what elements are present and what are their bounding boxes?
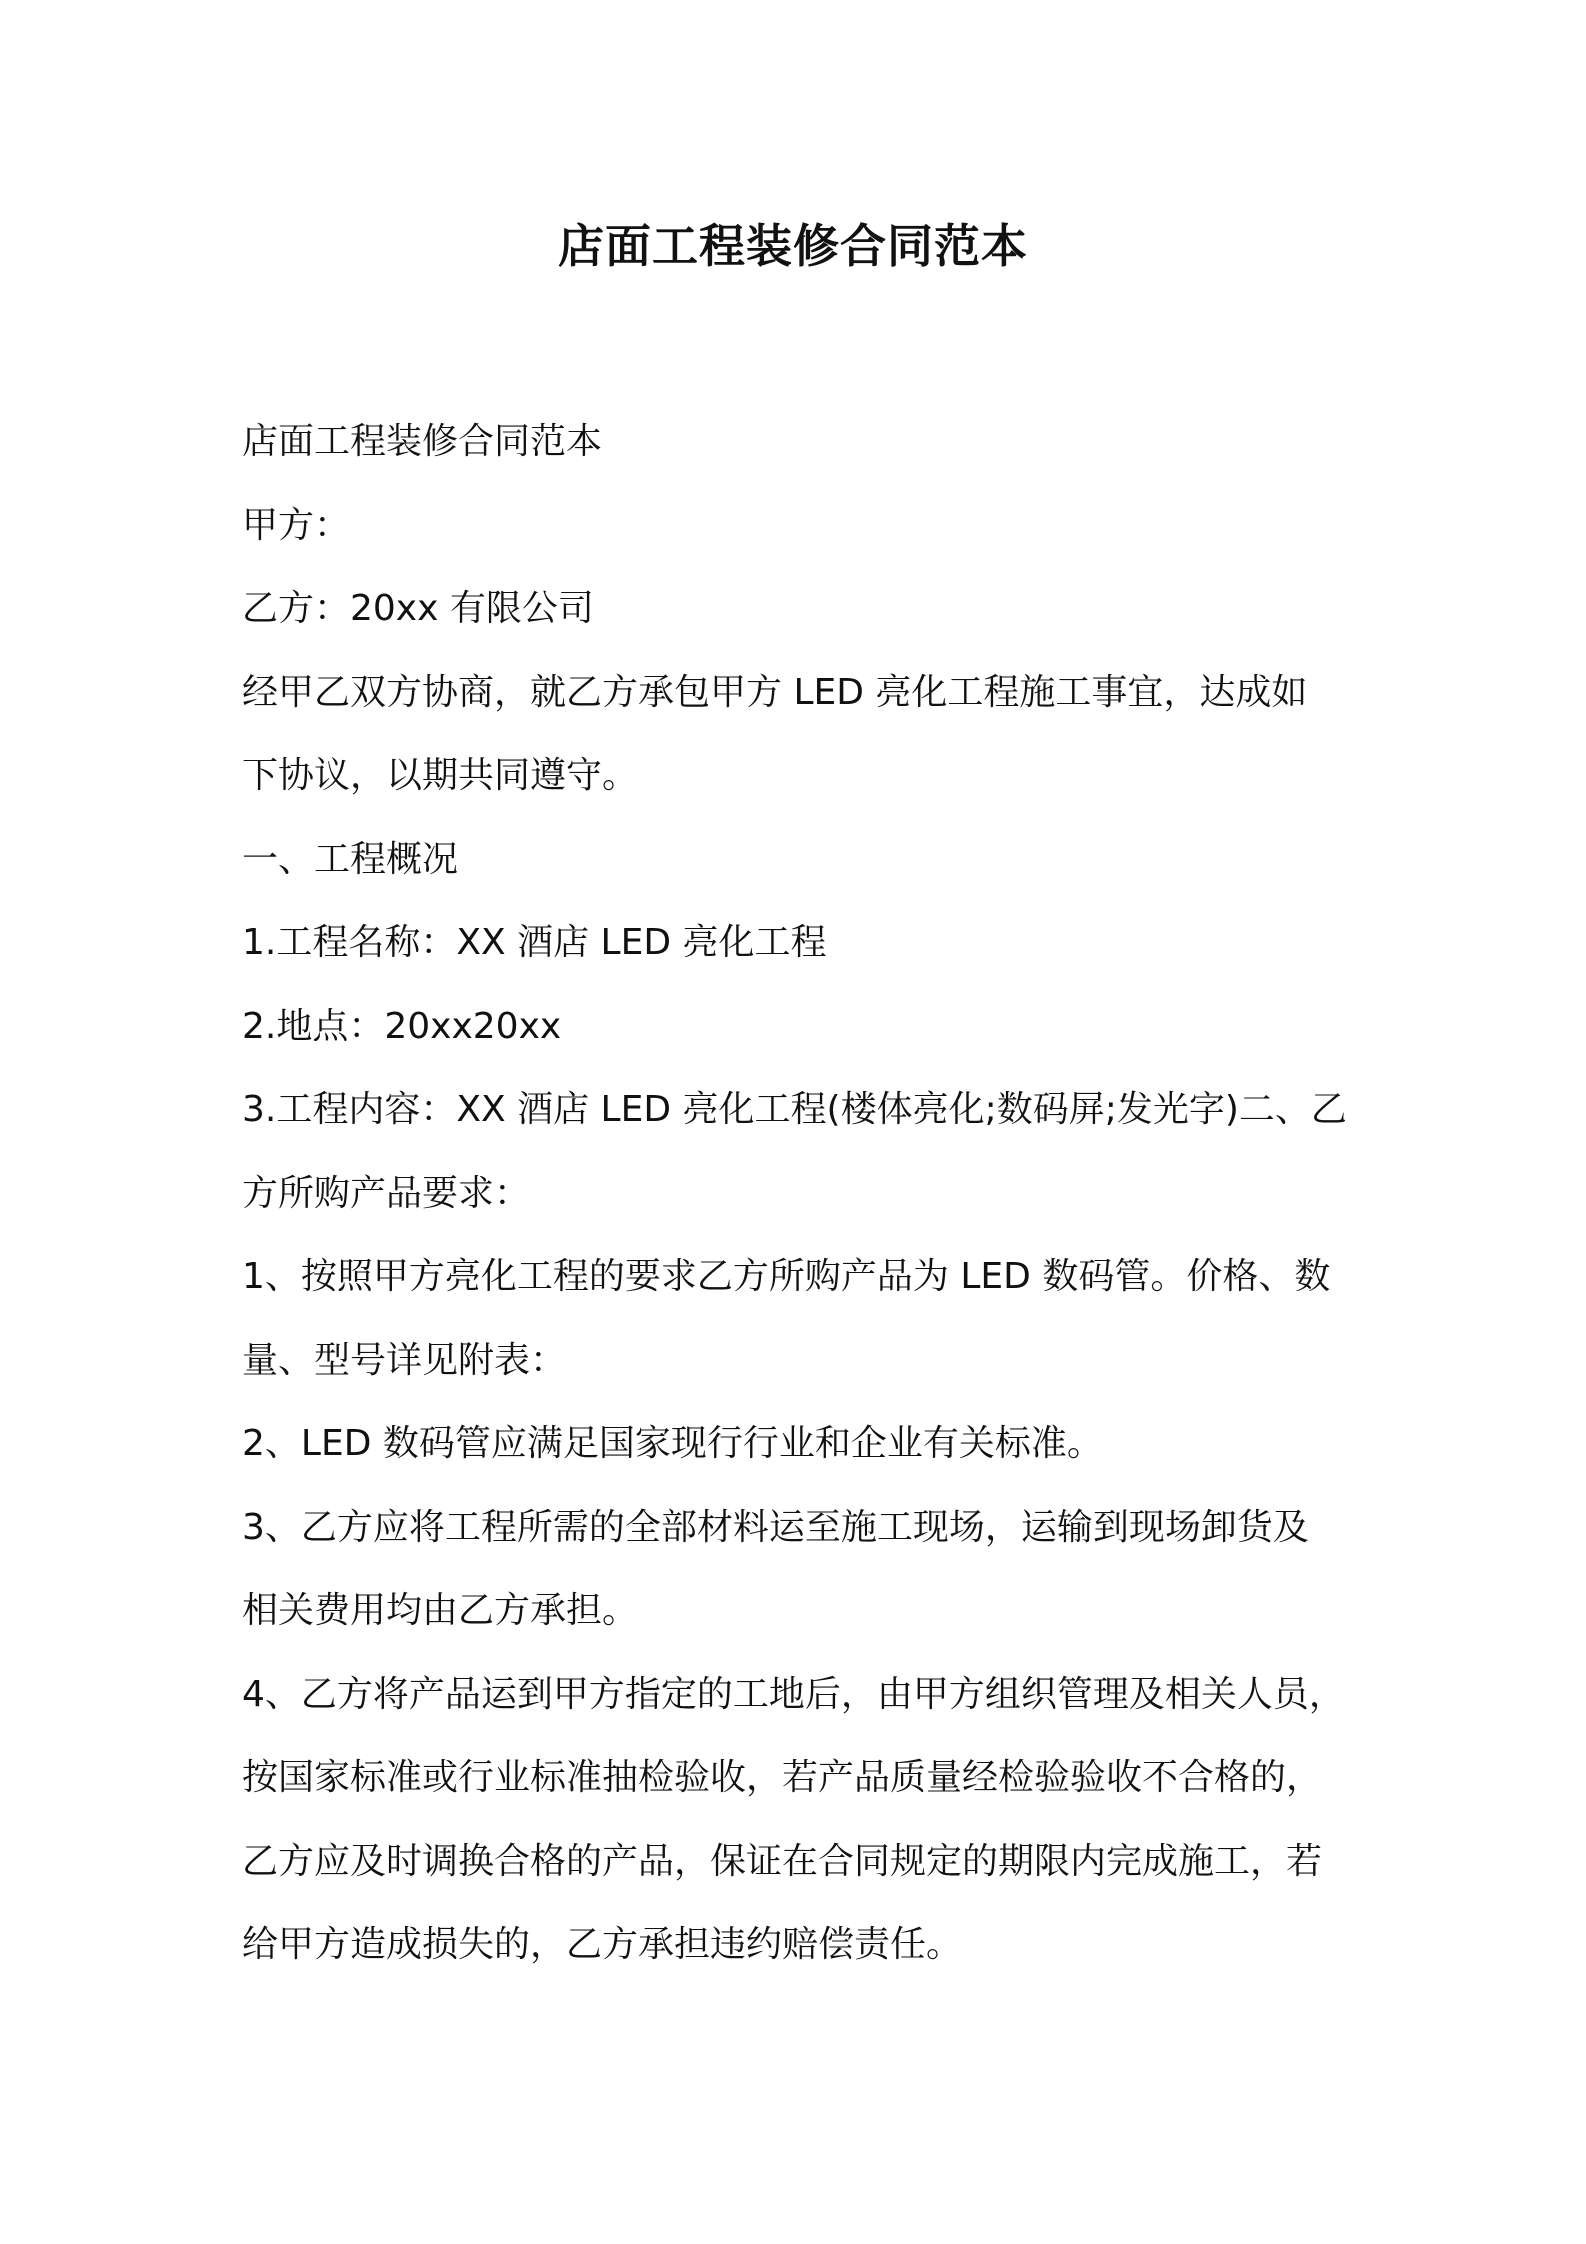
project-content-line-2: 方所购产品要求： <box>242 1172 531 1214</box>
party-a-line: 甲方： <box>242 504 351 546</box>
intro-line-1: 经甲乙双方协商，就乙方承包甲方 LED 亮化工程施工事宜，达成如 <box>242 671 1308 713</box>
section-heading-overview: 一、工程概况 <box>242 838 459 880</box>
clause-3-line-1: 3、乙方应将工程所需的全部材料运至施工现场，运输到现场卸货及 <box>242 1506 1309 1548</box>
clause-1-line-2: 量、型号详见附表： <box>242 1339 567 1381</box>
document-body <box>242 400 1362 1987</box>
clause-4-line-4: 给甲方造成损失的，乙方承担违约赔偿责任。 <box>242 1924 963 1965</box>
clause-4-line-2: 按国家标准或行业标准抽检验收，若产品质量经检验验收不合格的， <box>242 1757 1323 1798</box>
clause-4-line-1: 4、乙方将产品运到甲方指定的工地后，由甲方组织管理及相关人员， <box>242 1673 1345 1715</box>
clause-4-line-3: 乙方应及时调换合格的产品，保证在合同规定的期限内完成施工，若 <box>242 1840 1323 1882</box>
subtitle-line: 店面工程装修合同范本 <box>242 421 603 462</box>
intro-line-2: 下协议，以期共同遵守。 <box>242 755 639 796</box>
project-name-line: 1.工程名称：XX 酒店 LED 亮化工程 <box>242 922 827 963</box>
clause-2-line: 2、LED 数码管应满足国家现行行业和企业有关标准。 <box>242 1423 1103 1464</box>
project-content-line-1: 3.工程内容：XX 酒店 LED 亮化工程(楼体亮化;数码屏;发光字)二、乙 <box>242 1089 1347 1130</box>
party-b-line: 乙方：20xx 有限公司 <box>242 588 594 629</box>
document-title: 店面工程装修合同范本 <box>558 219 1028 273</box>
project-location-line: 2.地点：20xx20xx <box>242 1005 562 1047</box>
clause-3-line-2: 相关费用均由乙方承担。 <box>242 1590 639 1631</box>
clause-1-line-1: 1、按照甲方亮化工程的要求乙方所购产品为 LED 数码管。价格、数 <box>242 1256 1331 1297</box>
